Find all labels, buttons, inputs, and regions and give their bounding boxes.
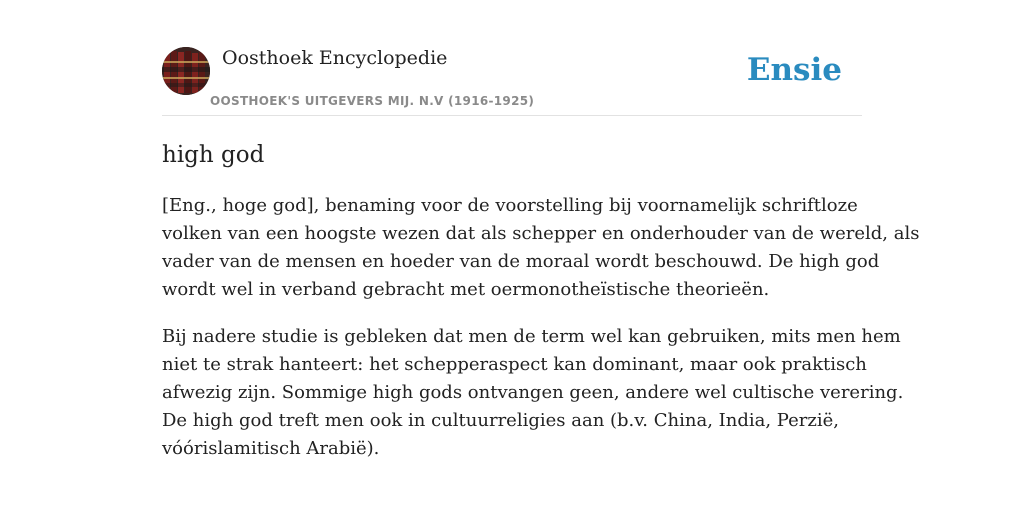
text-line: [Eng., hoge god], benaming voor de voorstelling bij voornamelijk schriftloze [162, 195, 858, 216]
source-avatar[interactable] [162, 47, 210, 95]
paragraph [162, 323, 904, 463]
text-line: volken van een hoogste wezen dat als schepper en onderhouder van de wereld, als [162, 223, 920, 244]
entry-title: high god [162, 142, 265, 168]
article-body [162, 192, 920, 482]
paragraph [162, 192, 920, 304]
text-line: Bij nadere studie is gebleken dat men de term wel kan gebruiken, mits men hem [162, 326, 901, 347]
text-line: De high god treft men ook in cultuurreligies aan (b.v. China, India, Perzië, [162, 410, 839, 431]
source-title[interactable]: Oosthoek Encyclopedie [222, 47, 448, 69]
brand-logo-link[interactable]: Ensie [746, 52, 842, 88]
header-divider [162, 115, 862, 116]
source-subtitle: OOSTHOEK'S UITGEVERS MIJ. N.V (1916-1925) [210, 94, 535, 108]
text-line: afwezig zijn. Sommige high gods ontvangen geen, andere wel cultische verering. [162, 382, 904, 403]
text-line: vader van de mensen en hoeder van de moraal wordt beschouwd. De high god [162, 251, 880, 272]
book-spines-icon [162, 47, 210, 95]
text-line: vóórislamitisch Arabië). [162, 438, 380, 459]
text-line: niet te strak hanteert: het schepperaspect kan dominant, maar ook praktisch [162, 354, 867, 375]
text-line: wordt wel in verband gebracht met oermonotheïstische theorieën. [162, 279, 770, 300]
